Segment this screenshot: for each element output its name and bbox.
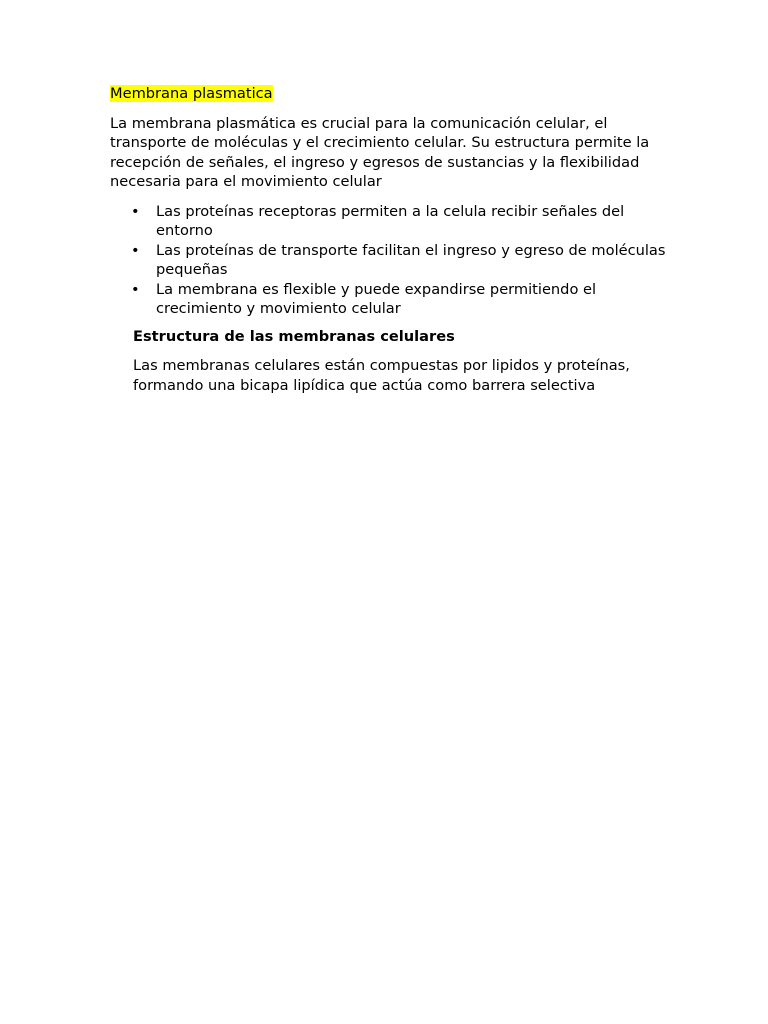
section-paragraph: Las membranas celulares están compuestas por lipidos y proteínas, formando una bicapa lipídica que actúa como barrera selectiva [133,357,630,394]
list-item [110,202,670,241]
bullet-list [110,202,670,319]
title-line [110,84,670,104]
list-item [110,280,670,319]
bullet-icon: • [131,241,140,259]
list-item-text: La membrana es flexible y puede expandirse permitiendo el crecimiento y movimiento celular [156,280,597,317]
list-item-text: Las proteínas receptoras permiten a la celula recibir señales del entorno [156,202,625,239]
structure-section [110,327,670,396]
section-heading: Estructura de las membranas celulares [133,327,455,345]
bullet-icon: • [131,280,140,298]
list-item [110,241,670,280]
list-item-text: Las proteínas de transporte facilitan el ingreso y egreso de moléculas pequeñas [156,241,666,278]
intro-paragraph: La membrana plasmática es crucial para la comunicación celular, el transporte de moléculas y el crecimiento celular. Su estructura permite la recepción de señales, el ingreso y egresos de sustancias y la flexibilidad necesaria para el movimiento celular [110,114,650,190]
document-content [110,84,670,395]
document-title: Membrana plasmatica [110,85,273,102]
bullet-icon: • [131,202,140,220]
